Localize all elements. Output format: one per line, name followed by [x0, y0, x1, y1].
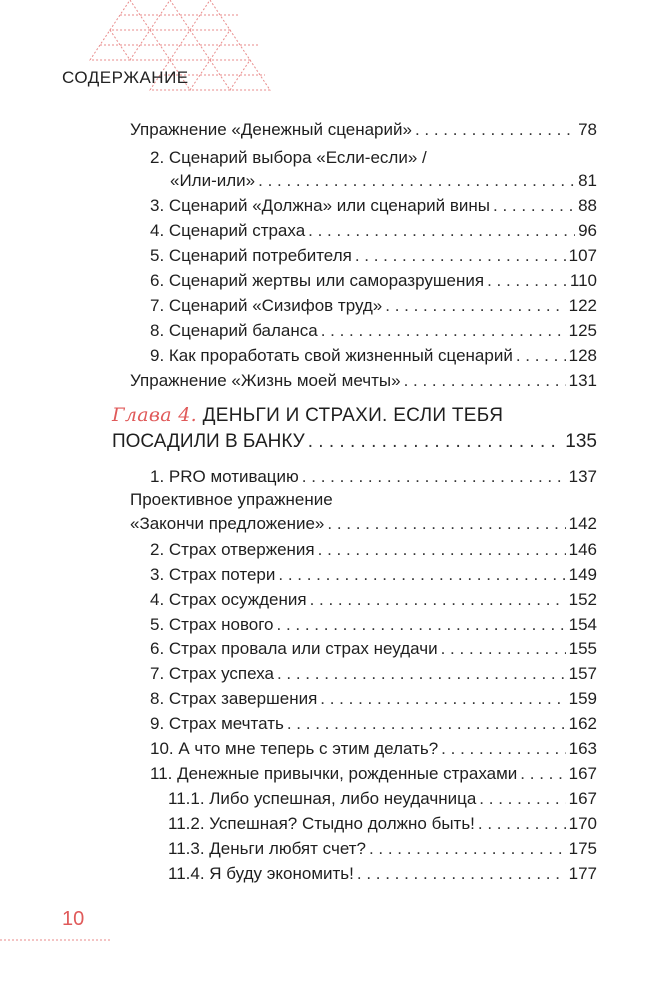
toc-leader-dots: [357, 862, 566, 886]
toc-leader-dots: [404, 369, 566, 393]
toc-leader-dots: [478, 812, 566, 836]
toc-entry-title: 8. Страх завершения: [150, 689, 318, 708]
toc-entry-page: 96: [578, 221, 597, 240]
toc-leader-dots: [369, 837, 566, 861]
toc-entry-page: 175: [568, 839, 597, 858]
toc-leader-dots: [318, 538, 566, 562]
toc-entry: [150, 244, 597, 268]
toc-leader-dots: [441, 637, 566, 661]
toc-entry-title: 4. Сценарий страха: [150, 221, 306, 240]
toc-entry-page: 137: [568, 467, 597, 486]
toc-entry-page: 88: [578, 196, 597, 215]
chapter-title-line1: ДЕНЬГИ И СТРАХИ. ЕСЛИ ТЕБЯ: [202, 405, 504, 426]
toc-entry-page: 110: [569, 271, 597, 290]
toc-leader-dots: [321, 319, 566, 343]
toc-entry-title: Упражнение «Денежный сценарий»: [130, 120, 412, 139]
toc-entry: [130, 369, 597, 393]
toc-entry-page: 177: [568, 864, 597, 883]
toc-entry-title: 11.1. Либо успешная, либо неудачница: [168, 789, 477, 808]
footer-dotted-rule: [0, 938, 120, 942]
toc-entry-title: 8. Сценарий баланса: [150, 321, 318, 340]
toc-entry-title: 9. Как проработать свой жизненный сценарий: [150, 346, 513, 365]
toc-leader-dots: [415, 118, 575, 142]
toc-entry-title: 5. Сценарий потребителя: [150, 246, 352, 265]
toc-leader-dots: [385, 294, 565, 318]
toc-leader-dots: [520, 762, 565, 786]
toc-leader-dots: [479, 787, 565, 811]
toc-entry-page: 157: [568, 664, 597, 683]
toc-leader-dots: [487, 269, 567, 293]
toc-entry-title: Упражнение «Жизнь моей мечты»: [130, 371, 401, 390]
toc-entry: [150, 662, 597, 686]
toc-entry-title: 6. Сценарий жертвы или саморазрушения: [150, 271, 485, 290]
toc-entry: [150, 687, 597, 711]
toc-entry: [150, 219, 597, 243]
toc-entry-title: 3. Сценарий «Должна» или сценарий вины: [150, 196, 491, 215]
toc-entry: [150, 613, 597, 637]
chapter-heading-line2: [112, 428, 597, 456]
toc-leader-dots: [302, 465, 566, 489]
toc-entry-title: 11. Денежные привычки, рожденные страхами: [150, 764, 518, 783]
toc-leader-dots: [308, 428, 563, 456]
toc-entry-page: 122: [568, 296, 597, 315]
toc-leader-dots: [493, 194, 575, 218]
toc-entry: [130, 118, 597, 142]
toc-leader-dots: [308, 219, 575, 243]
toc-leader-dots: [258, 169, 575, 193]
toc-leader-dots: [441, 737, 565, 761]
chapter-heading-line1: [112, 401, 503, 430]
toc-entry-title: 11.3. Деньги любят счет?: [168, 839, 366, 858]
toc-entry: [130, 512, 597, 536]
toc-entry-title: 4. Страх осуждения: [150, 590, 307, 609]
toc-entry-page: 152: [568, 590, 597, 609]
toc-entry-page: 154: [568, 615, 597, 634]
toc-entry-page: 142: [568, 514, 597, 533]
toc-entry: [168, 837, 597, 861]
toc-leader-dots: [278, 563, 565, 587]
toc-leader-dots: [355, 244, 566, 268]
toc-entry-title: Проективное упражнение: [130, 490, 333, 509]
toc-leader-dots: [277, 662, 566, 686]
toc-entry-title: 1. PRO мотивацию: [150, 467, 299, 486]
toc-entry-page: 163: [568, 739, 597, 758]
toc-entry-title: 5. Страх нового: [150, 615, 274, 634]
toc-entry-title: 2. Сценарий выбора «Если-если» /: [150, 148, 427, 167]
chapter-label: Глава 4.: [112, 404, 197, 426]
toc-leader-dots: [287, 712, 566, 736]
toc-entry-title: 10. А что мне теперь с этим делать?: [150, 739, 439, 758]
toc-entry-title: 6. Страх провала или страх неудачи: [150, 639, 438, 658]
toc-entry-title: 7. Сценарий «Сизифов труд»: [150, 296, 383, 315]
toc-entry: [150, 637, 597, 661]
toc-entry-page: 167: [568, 764, 597, 783]
toc-entry: [150, 538, 597, 562]
toc-entry: [150, 712, 597, 736]
page-number: 10: [62, 908, 85, 930]
chapter-page: 135: [565, 431, 597, 452]
toc-entry: [150, 737, 597, 761]
toc-entry: [150, 269, 597, 293]
section-header: СОДЕРЖАНИЕ: [62, 68, 189, 87]
toc-leader-dots: [327, 512, 565, 536]
toc-entry-title: «Закончи предложение»: [130, 514, 325, 533]
toc-entry: [150, 762, 597, 786]
toc-entry-page: 170: [568, 814, 597, 833]
toc-entry: [168, 812, 597, 836]
toc-entry-title: 3. Страх потери: [150, 565, 276, 584]
chapter-title-line2: ПОСАДИЛИ В БАНКУ: [112, 431, 305, 452]
toc-entry-page: 149: [568, 565, 597, 584]
toc-entry: [168, 787, 597, 811]
toc-entry-page: 131: [568, 371, 597, 390]
toc-entry-title: 2. Страх отвержения: [150, 540, 315, 559]
toc-leader-dots: [277, 613, 566, 637]
toc-entry: [150, 563, 597, 587]
toc-leader-dots: [516, 344, 566, 368]
toc-entry-title: 11.4. Я буду экономить!: [168, 864, 354, 883]
toc-entry-title: 11.2. Успешная? Стыдно должно быть!: [168, 814, 475, 833]
toc-entry: [150, 344, 597, 368]
toc-entry-page: 78: [578, 120, 597, 139]
toc-entry: [150, 588, 597, 612]
toc-leader-dots: [320, 687, 565, 711]
toc-entry-title: 9. Страх мечтать: [150, 714, 284, 733]
toc-entry-page: 155: [568, 639, 597, 658]
toc-entry-title: 7. Страх успеха: [150, 664, 274, 683]
toc-entry: [150, 319, 597, 343]
toc-entry-page: 128: [568, 346, 597, 365]
toc-entry: [150, 465, 597, 489]
toc-entry-page: 162: [568, 714, 597, 733]
toc-entry-title: «Или-или»: [170, 171, 256, 190]
toc-entry-page: 146: [568, 540, 597, 559]
toc-entry-page: 167: [568, 789, 597, 808]
toc-leader-dots: [310, 588, 566, 612]
toc-entry-page: 159: [568, 689, 597, 708]
toc-entry: [150, 194, 597, 218]
toc-entry-page: 81: [578, 171, 597, 190]
toc-entry: [170, 169, 597, 193]
toc-entry-page: 107: [568, 246, 597, 265]
toc-entry-page: 125: [568, 321, 597, 340]
toc-entry: [168, 862, 597, 886]
toc-entry: [150, 294, 597, 318]
